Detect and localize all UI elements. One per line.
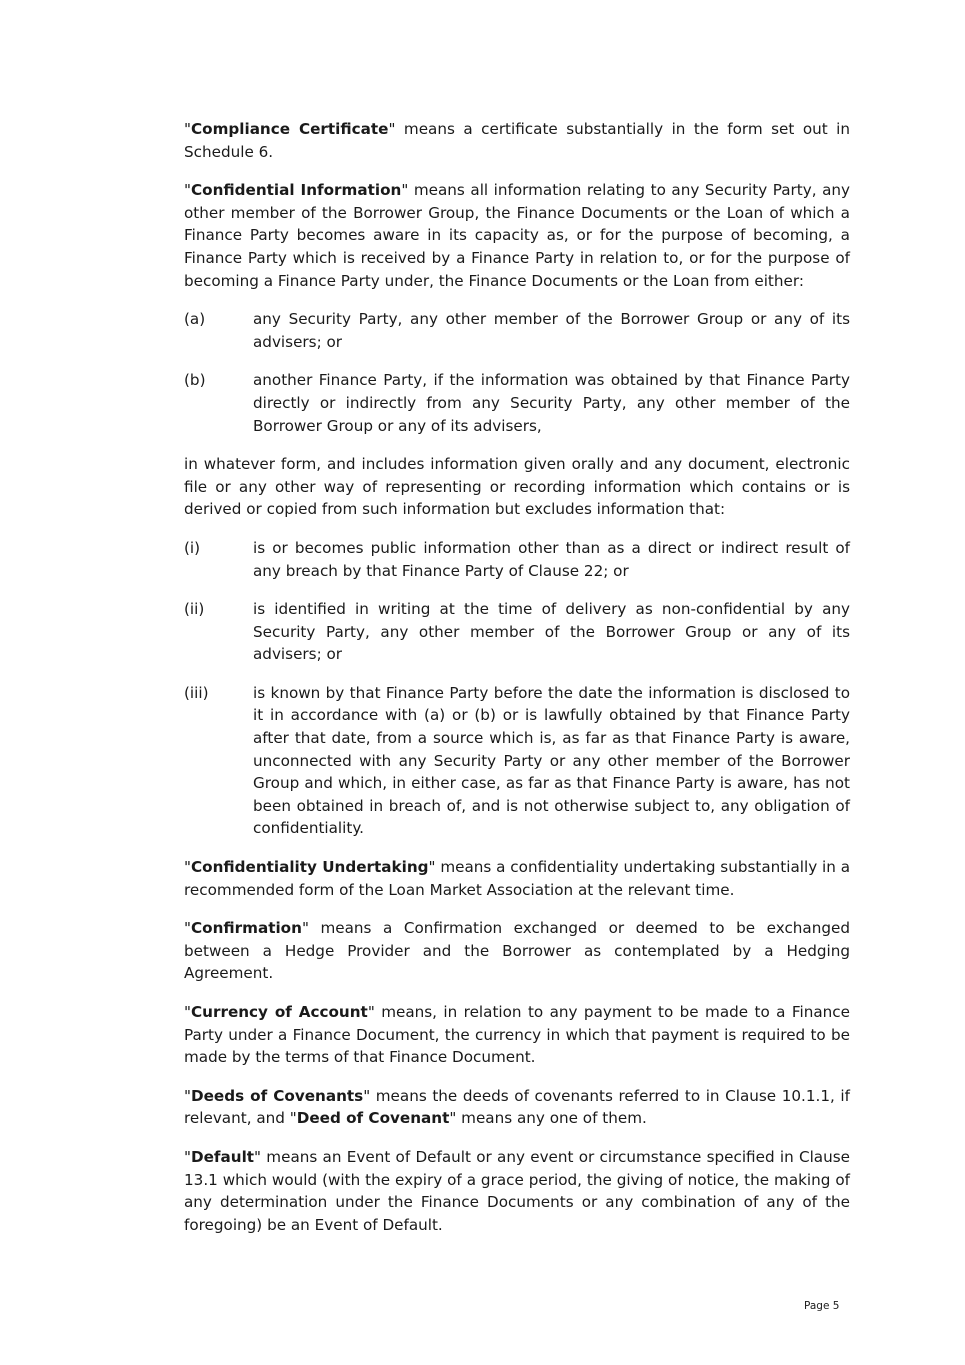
definition-compliance-certificate: "Compliance Certificate" means a certificate substantially in the form set out in Schedule 6. bbox=[184, 120, 850, 161]
term: Deed of Covenant bbox=[296, 1109, 450, 1128]
term: Deeds of Covenants bbox=[191, 1086, 364, 1105]
definition-confirmation: "Confirmation" means a Confirmation exchanged or deemed to be exchanged between a Hedge Provider and the Borrower as contemplated by a Hedging Agreement. bbox=[184, 919, 850, 983]
definition-deeds-of-covenants: "Deeds of Covenants" means the deeds of covenants referred to in Clause 10.1.1, if relevant, and "Deed of Covenant" means any one of them. bbox=[184, 1086, 850, 1128]
list-item: (iii) is known by that Finance Party before the date the information is disclosed to it in accordance with (a) or (b) or is lawfully obtained by that Finance Party after that date, from a source which is, as far as that Finance Party is aware, unconnected with any Security Party or any other member of the Borrower Group and which, in either case, as far as that Finance Party is aware, has not been obtained in breach of, and is not otherwise subject to, any obligation of confidentiality. bbox=[184, 683, 850, 838]
list-item: (ii) is identified in writing at the time of delivery as non-confidential by any Security Party, any other member of the Borrower Group or any of its advisers; or bbox=[184, 600, 850, 664]
term: Currency of Account bbox=[191, 1003, 368, 1021]
definition-currency-of-account: "Currency of Account" means, in relation to any payment to be made to a Finance Party under a Finance Document, the currency in which that payment is required to be made by the terms of that Finance Document. bbox=[184, 1003, 850, 1067]
definition-confidential-information: "Confidential Information" means all information relating to any Security Party, any other member of the Borrower Group, the Finance Documents or the Loan of which a Finance Party becomes aware in its capacity as, or for the purpose of becoming, a Finance Party which is received by a Finance Party in relation to, or for the purpose of becoming a Finance Party under, the Finance Documents or the Loan from either: bbox=[184, 181, 851, 290]
term: Confidentiality Undertaking bbox=[191, 858, 429, 877]
term: Confirmation bbox=[191, 919, 302, 938]
list-item: (i) is or becomes public information other than as a direct or indirect result of any breach by that Finance Party of Clause 22; or bbox=[184, 538, 850, 580]
list-item: (a) any Security Party, any other member of the Borrower Group or any of its advisers; or bbox=[184, 310, 850, 351]
definition-confidentiality-undertaking: "Confidentiality Undertaking" means a confidentiality undertaking substantially in a recommended form of the Loan Market Association at the relevant time. bbox=[184, 858, 850, 899]
term: Confidential Information bbox=[191, 181, 402, 200]
term: Default bbox=[191, 1147, 255, 1166]
page-number: Page 5 bbox=[804, 1300, 840, 1312]
continuation-paragraph: in whatever form, and includes information given orally and any document, electronic file or any other way of representing or recording information which contains or is derived or copied from such information but excludes information that: bbox=[184, 455, 850, 519]
definitions-section bbox=[184, 118, 850, 1252]
list-item: (b) another Finance Party, if the information was obtained by that Finance Party directly or indirectly from any Security Party, any other member of the Borrower Group or any of its advisers, bbox=[184, 371, 850, 435]
term: Compliance Certificate bbox=[191, 120, 389, 138]
definition-default: "Default" means an Event of Default or any event or circumstance specified in Clause 13.1 which would (with the expiry of a grace period, the giving of notice, the making of any determination under the Finance Documents or any combination of any of the foregoing) be an Event of Default. bbox=[184, 1147, 850, 1234]
